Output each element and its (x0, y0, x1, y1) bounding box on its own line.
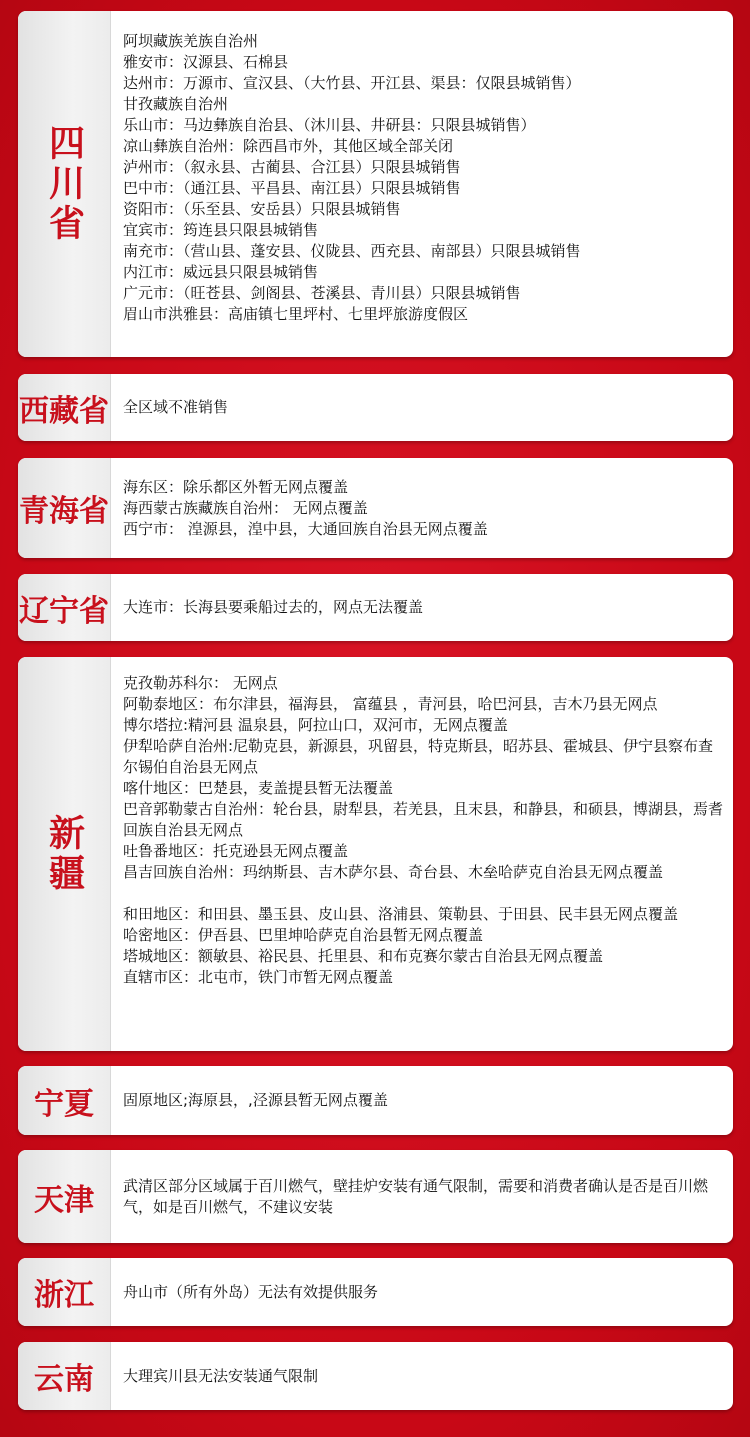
region-content-liaoning (111, 574, 733, 641)
region-card-sichuan (18, 11, 733, 357)
region-card-zhejiang (18, 1258, 733, 1326)
region-line: 吐鲁番地区：托克逊县无网点覆盖 (123, 842, 349, 860)
region-content-yunnan (111, 1342, 733, 1410)
region-line: 南充市：（营山县、蓬安县、仪陇县、西充县、南部县）只限县城销售 (123, 242, 581, 260)
region-label-ningxia: 宁夏 (18, 1066, 111, 1135)
region-line: 舟山市（所有外岛）无法有效提供服务 (123, 1282, 379, 1301)
region-line: 乐山市：马边彝族自治县、（沐川县、井研县：只限县城销售） (123, 116, 536, 134)
region-label-tianjin: 天津 (18, 1150, 111, 1243)
region-line: 塔城地区：额敏县、裕民县、托里县、和布克赛尔蒙古自治县无网点覆盖 (123, 947, 604, 965)
region-label-xinjiang: 新疆 (18, 657, 111, 1051)
region-line: 巴音郭勒蒙古自治州：轮台县，尉犁县，若羌县，且末县，和静县，和硕县，博湖县，焉耆回族自治县无网点 (123, 800, 724, 839)
region-content-sichuan (111, 11, 733, 357)
region-content-qinghai (111, 458, 733, 558)
region-label-zhejiang: 浙江 (18, 1258, 111, 1326)
region-line: 内江市：威远县只限县城销售 (123, 263, 319, 281)
region-content-tianjin (111, 1150, 733, 1243)
region-line: 阿勒泰地区：布尔津县，福海县， 富蕴县 ，青河县，哈巴河县，吉木乃县无网点 (123, 695, 658, 713)
region-line: 凉山彝族自治州：除西昌市外，其他区域全部关闭 (123, 137, 454, 155)
region-line: 宜宾市：筠连县只限县城销售 (123, 221, 319, 239)
region-card-qinghai (18, 458, 733, 558)
region-card-ningxia (18, 1066, 733, 1135)
region-content-zhejiang (111, 1258, 733, 1326)
region-line: 博尔塔拉:精河县 温泉县，阿拉山口，双河市，无网点覆盖 (123, 716, 508, 734)
region-line: 克孜勒苏科尔： 无网点 (123, 674, 278, 692)
region-content-xinjiang (111, 657, 733, 1051)
region-line: 固原地区;海原县，,泾源县暂无网点覆盖 (123, 1091, 388, 1109)
region-line: 海东区：除乐都区外暂无网点覆盖 (123, 477, 349, 496)
region-line: 武清区部分区域属于百川燃气，壁挂炉安装有通气限制，需要和消费者确认是否是百川燃气，如是百川燃气，不建议安装 (123, 1176, 709, 1216)
region-line: 大连市：长海县要乘船过去的，网点无法覆盖 (123, 598, 424, 616)
region-content-xizang (111, 374, 733, 441)
region-line: 哈密地区：伊吾县、巴里坤哈萨克自治县暂无网点覆盖 (123, 926, 484, 944)
region-card-xinjiang (18, 657, 733, 1051)
region-card-xizang (18, 374, 733, 441)
region-line: 大理宾川县无法安装通气限制 (123, 1366, 319, 1385)
region-card-yunnan (18, 1342, 733, 1410)
region-line: 喀什地区：巴楚县，麦盖提县暂无法覆盖 (123, 779, 394, 797)
region-line: 甘孜藏族自治州 (123, 95, 229, 113)
region-card-liaoning (18, 574, 733, 641)
region-line: 眉山市洪雅县：高庙镇七里坪村、七里坪旅游度假区 (123, 305, 469, 323)
region-line: 广元市：（旺苍县、剑阁县、苍溪县、青川县）只限县城销售 (123, 284, 521, 302)
region-label-sichuan: 四川省 (18, 11, 111, 357)
region-label-qinghai: 青海省 (18, 458, 111, 558)
region-line: 雅安市：汉源县、石棉县 (123, 53, 289, 71)
region-line: 资阳市：（乐至县、安岳县）只限县城销售 (123, 200, 401, 218)
spacer (123, 883, 725, 904)
region-label-xizang: 西藏省 (18, 374, 111, 441)
region-line: 海西蒙古族藏族自治州： 无网点覆盖 (123, 498, 368, 517)
region-line: 达州市：万源市、宣汉县、（大竹县、开江县、渠县：仅限县城销售） (123, 74, 581, 92)
region-line: 西宁市： 湟源县，湟中县，大通回族自治县无网点覆盖 (123, 519, 488, 538)
region-line: 昌吉回族自治州：玛纳斯县、吉木萨尔县、奇台县、木垒哈萨克自治县无网点覆盖 (123, 863, 664, 881)
region-card-tianjin (18, 1150, 733, 1243)
region-line: 巴中市：（通江县、平昌县、南江县）只限县城销售 (123, 179, 461, 197)
region-label-liaoning: 辽宁省 (18, 574, 111, 641)
region-line: 伊犁哈萨自治州:尼勒克县，新源县，巩留县，特克斯县，昭苏县、霍城县、伊宁县察布查尔锡伯自治县无网点 (123, 737, 714, 776)
region-line: 阿坝藏族羌族自治州 (123, 32, 259, 50)
region-label-yunnan: 云南 (18, 1342, 111, 1410)
region-content-ningxia (111, 1066, 733, 1135)
region-line: 直辖市区：北屯市，铁门市暂无网点覆盖 (123, 968, 394, 986)
region-line: 和田地区：和田县、墨玉县、皮山县、洛浦县、策勒县、于田县、民丰县无网点覆盖 (123, 905, 679, 923)
region-line: 全区域不准销售 (123, 398, 229, 416)
region-line: 泸州市：（叙永县、古蔺县、合江县）只限县城销售 (123, 158, 461, 176)
